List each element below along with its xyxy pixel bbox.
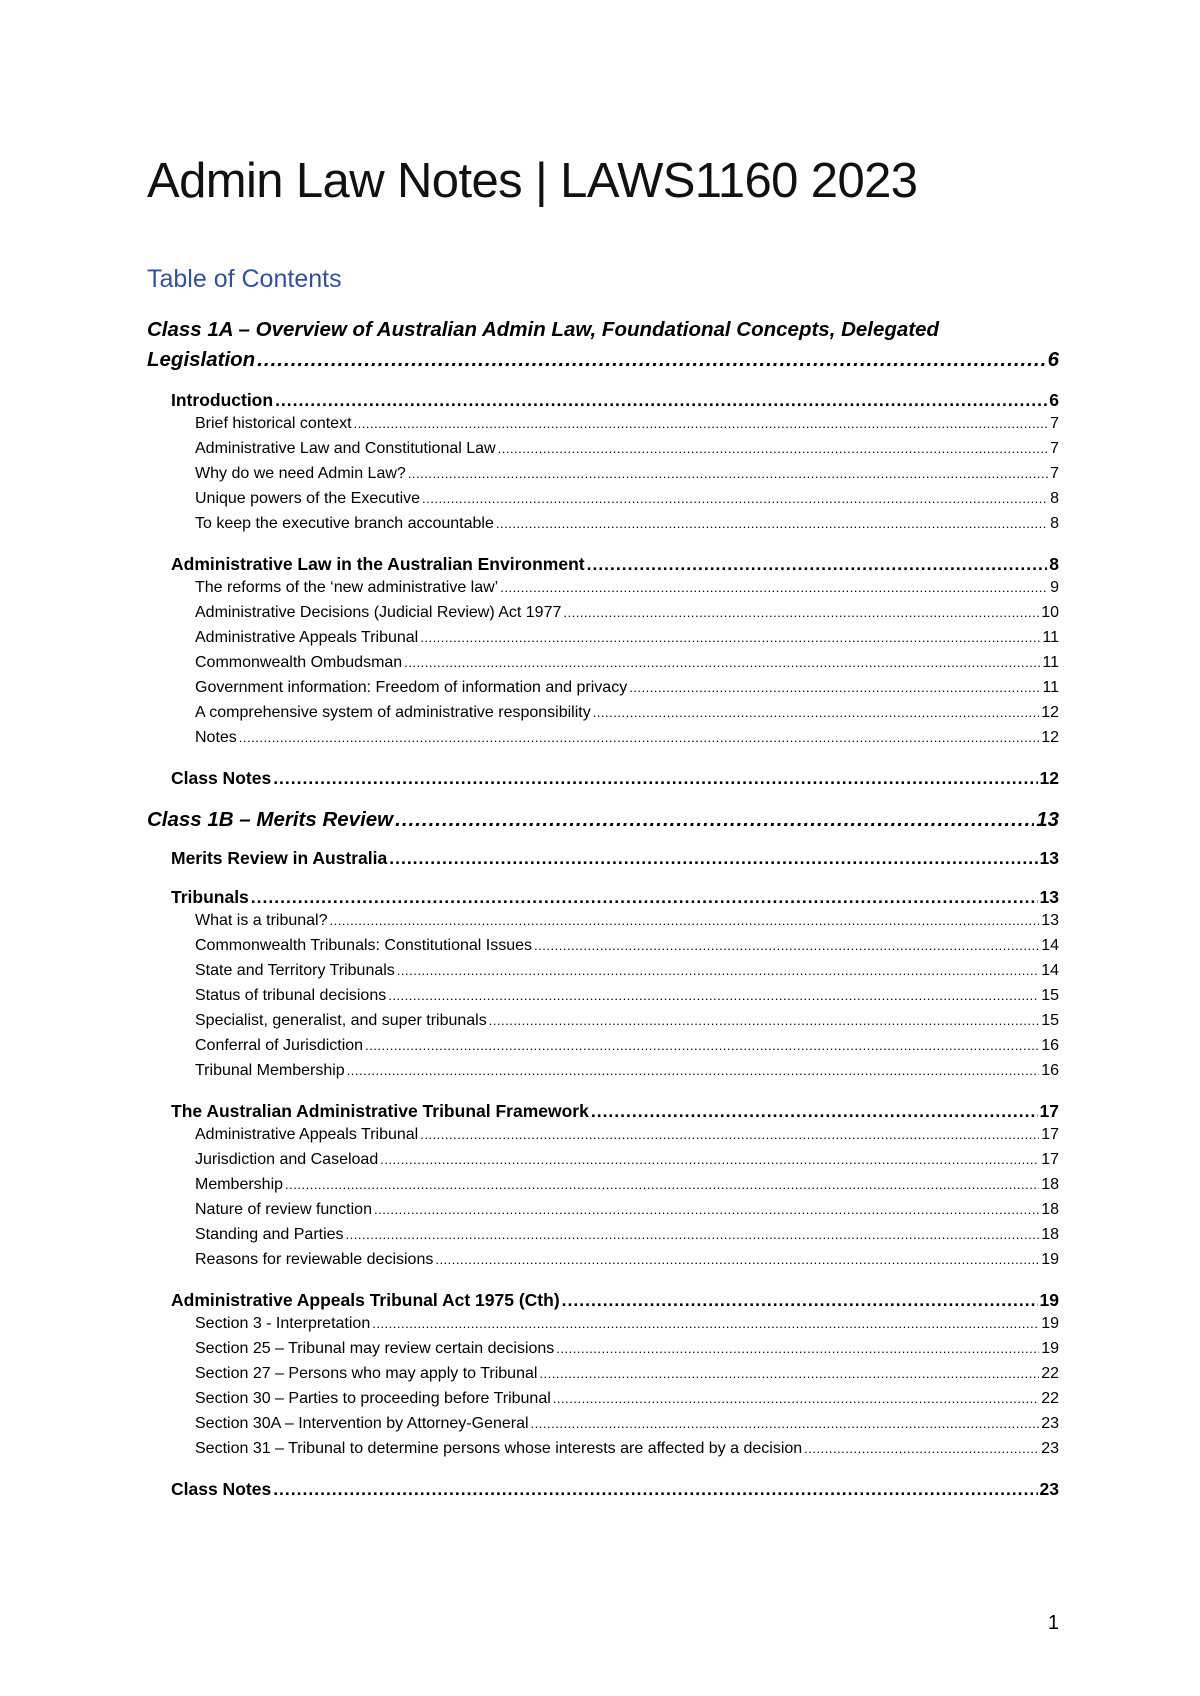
toc-entry-label: Brief historical context (195, 415, 352, 432)
toc-entry[interactable] (147, 348, 1059, 372)
toc-entry-page-number: 6 (1049, 390, 1059, 410)
toc-entry[interactable] (195, 1340, 1059, 1358)
toc-entry[interactable] (195, 937, 1059, 955)
toc-dot-leader (422, 491, 1048, 506)
toc-entry[interactable] (195, 912, 1059, 930)
toc-entry[interactable] (171, 554, 1059, 575)
toc-dot-leader (553, 1391, 1039, 1406)
toc-entry-label: To keep the executive branch accountable (195, 515, 494, 532)
toc-dot-leader (354, 416, 1049, 431)
toc-entry[interactable] (195, 1390, 1059, 1408)
toc-entry[interactable] (195, 515, 1059, 533)
toc-dot-leader (404, 655, 1040, 670)
toc-entry[interactable] (195, 1251, 1059, 1269)
toc-entry-page-number: 18 (1041, 1226, 1059, 1243)
toc-entry-label: State and Territory Tribunals (195, 962, 395, 979)
toc-entry-page-number: 8 (1050, 490, 1059, 507)
toc-dot-leader (500, 580, 1048, 595)
toc-entry[interactable] (195, 654, 1059, 672)
toc-entry-page-number: 18 (1041, 1201, 1059, 1218)
toc-entry-page-number: 10 (1041, 604, 1059, 621)
toc-entry-page-number: 11 (1042, 654, 1059, 671)
toc-entry-page-number: 22 (1041, 1390, 1059, 1407)
toc-entry[interactable] (195, 987, 1059, 1005)
toc-dot-leader (273, 1479, 1037, 1500)
toc-entry[interactable] (195, 1037, 1059, 1055)
toc-entry-page-number: 15 (1041, 987, 1059, 1004)
toc-entry-label: Why do we need Admin Law? (195, 465, 406, 482)
toc-entry-page-number: 16 (1041, 1062, 1059, 1079)
toc-dot-leader (498, 441, 1048, 456)
toc-entry-page-number: 7 (1050, 415, 1059, 432)
toc-entry-label: Class Notes (171, 768, 272, 788)
toc-heading: Table of Contents (147, 265, 342, 293)
toc-entry-label: Reasons for reviewable decisions (195, 1251, 434, 1268)
toc-entry-page-number: 7 (1050, 440, 1059, 457)
toc-entry-label: A comprehensive system of administrative responsibility (195, 704, 591, 721)
toc-entry-label: Administrative Law in the Australian Environment (171, 554, 585, 574)
toc-entry-label: Commonwealth Ombudsman (195, 654, 403, 671)
toc-entry-label: Administrative Appeals Tribunal (195, 1126, 419, 1143)
toc-entry[interactable] (195, 1440, 1059, 1458)
toc-entry-page-number: 17 (1041, 1151, 1059, 1168)
toc-dot-leader (251, 887, 1038, 908)
toc-entry[interactable] (195, 1062, 1059, 1080)
toc-entry-page-number: 6 (1047, 348, 1059, 371)
toc-dot-leader (591, 1101, 1038, 1122)
toc-entry[interactable] (195, 415, 1059, 433)
toc-entry-page-number: 17 (1041, 1126, 1059, 1143)
toc-dot-leader (629, 680, 1040, 695)
toc-dot-leader (372, 1316, 1039, 1331)
toc-entry[interactable] (171, 1101, 1059, 1122)
toc-dot-leader (389, 848, 1037, 869)
toc-entry[interactable] (195, 679, 1059, 697)
toc-entry-label: Status of tribunal decisions (195, 987, 387, 1004)
toc-entry-label: Administrative Appeals Tribunal Act 1975 (Cth) (171, 1290, 560, 1310)
toc-dot-leader (273, 768, 1037, 789)
toc-entry[interactable] (171, 768, 1059, 789)
toc-entry[interactable] (195, 440, 1059, 458)
toc-entry-page-number: 19 (1039, 1290, 1059, 1310)
toc-dot-leader (496, 516, 1048, 531)
toc-entry-label: Tribunal Membership (195, 1062, 345, 1079)
toc-dot-leader (420, 630, 1040, 645)
toc-dot-leader (239, 730, 1039, 745)
toc-entry[interactable] (171, 1479, 1059, 1500)
toc-entry-label: The Australian Administrative Tribunal Framework (171, 1101, 589, 1121)
toc-entry-page-number: 14 (1041, 962, 1059, 979)
toc-entry[interactable] (195, 604, 1059, 622)
toc-dot-leader (563, 605, 1039, 620)
toc-entry[interactable] (195, 629, 1059, 647)
toc-dot-leader (395, 808, 1034, 832)
toc-entry-page-number: 22 (1041, 1365, 1059, 1382)
toc-entry-label: Commonwealth Tribunals: Constitutional Issues (195, 937, 533, 954)
toc-entry[interactable] (195, 1126, 1059, 1144)
toc-dot-leader (365, 1038, 1039, 1053)
toc-entry-label: Tribunals (171, 887, 249, 907)
toc-entry-page-number: 12 (1041, 704, 1059, 721)
toc-entry-label: Specialist, generalist, and super tribunals (195, 1012, 487, 1029)
toc-entry[interactable] (195, 962, 1059, 980)
toc-entry-page-number: 19 (1041, 1315, 1059, 1332)
toc-entry[interactable] (171, 390, 1059, 411)
toc-entry-page-number: 15 (1041, 1012, 1059, 1029)
toc-entry[interactable] (195, 1012, 1059, 1030)
toc-entry-label: What is a tribunal? (195, 912, 328, 929)
toc-entry[interactable] (147, 808, 1059, 832)
toc-dot-leader (556, 1341, 1039, 1356)
toc-entry-label: Section 25 – Tribunal may review certain decisions (195, 1340, 555, 1357)
toc-entry[interactable] (195, 490, 1059, 508)
toc-entry[interactable] (171, 887, 1059, 908)
toc-entry-label: Conferral of Jurisdiction (195, 1037, 364, 1054)
toc-entry-label: Membership (195, 1176, 284, 1193)
toc-entry-page-number: 19 (1041, 1251, 1059, 1268)
toc-entry-label: Legislation (147, 348, 256, 371)
toc-entry-page-number: 19 (1041, 1340, 1059, 1357)
toc-entry-label: Government information: Freedom of information and privacy (195, 679, 628, 696)
toc-entry-label: Unique powers of the Executive (195, 490, 421, 507)
toc-dot-leader (593, 705, 1039, 720)
toc-entry-page-number: 18 (1041, 1176, 1059, 1193)
toc-entry-label: Section 31 – Tribunal to determine persons whose interests are affected by a decision (195, 1440, 803, 1457)
toc-entry-page-number: 12 (1039, 768, 1059, 788)
toc-dot-leader (388, 988, 1039, 1003)
document-title: Admin Law Notes | LAWS1160 2023 (147, 154, 918, 208)
toc-entry-label: Section 30A – Intervention by Attorney-General (195, 1415, 529, 1432)
toc-entry-label: Section 3 - Interpretation (195, 1315, 371, 1332)
toc-entry-page-number: 17 (1039, 1101, 1059, 1121)
toc-entry-label: Administrative Decisions (Judicial Review) Act 1977 (195, 604, 562, 621)
toc-dot-leader (374, 1202, 1039, 1217)
toc-entry-page-number: 13 (1039, 848, 1059, 868)
toc-entry-label: Notes (195, 729, 237, 746)
toc-entry-label: Class Notes (171, 1479, 272, 1499)
toc-entry[interactable] (171, 848, 1059, 869)
toc-entry-page-number: 23 (1039, 1479, 1059, 1499)
toc-dot-leader (531, 1416, 1040, 1431)
toc-entry-page-number: 9 (1050, 579, 1059, 596)
toc-dot-leader (285, 1177, 1039, 1192)
toc-entry-page-number: 7 (1050, 465, 1059, 482)
toc-dot-leader (562, 1290, 1038, 1311)
toc-entry-page-number: 11 (1042, 629, 1059, 646)
toc-entry[interactable] (195, 1365, 1059, 1383)
toc-entry-page-number: 14 (1041, 937, 1059, 954)
toc-dot-leader (489, 1013, 1039, 1028)
toc-dot-leader (420, 1127, 1039, 1142)
toc-entry-page-number: 11 (1042, 679, 1059, 696)
page-number: 1 (1047, 1612, 1059, 1634)
toc-dot-leader (804, 1441, 1039, 1456)
toc-entry-page-number: 13 (1036, 808, 1059, 831)
toc-dot-leader (380, 1152, 1039, 1167)
toc-entry-label: Section 27 – Persons who may apply to Tribunal (195, 1365, 538, 1382)
toc-entry-label: Section 30 – Parties to proceeding before Tribunal (195, 1390, 551, 1407)
toc-entry[interactable] (195, 579, 1059, 597)
toc-dot-leader (346, 1227, 1040, 1242)
toc-dot-leader (397, 963, 1039, 978)
toc-dot-leader (257, 348, 1045, 372)
toc-dot-leader (275, 390, 1047, 411)
toc-entry[interactable] (195, 1151, 1059, 1169)
toc-dot-leader (534, 938, 1039, 953)
toc-entry-page-number: 12 (1041, 729, 1059, 746)
toc-entry-label: Administrative Law and Constitutional Law (195, 440, 496, 457)
toc-entry[interactable] (195, 1176, 1059, 1194)
toc-dot-leader (347, 1063, 1040, 1078)
toc-entry-page-number: 23 (1041, 1440, 1059, 1457)
toc-entry-page-number: 23 (1041, 1415, 1059, 1432)
toc-entry[interactable] (195, 1415, 1059, 1433)
toc-entry-page-number: 13 (1041, 912, 1059, 929)
toc-dot-leader (587, 554, 1048, 575)
toc-entry-label: Nature of review function (195, 1201, 372, 1218)
toc-entry[interactable] (195, 1226, 1059, 1244)
toc-entry-label: The reforms of the ‘new administrative law’ (195, 579, 499, 596)
toc-entry-label: Introduction (171, 390, 274, 410)
toc-entry-page-number: 16 (1041, 1037, 1059, 1054)
toc-dot-leader (539, 1366, 1039, 1381)
toc-entry-line1[interactable]: Class 1A – Overview of Australian Admin Law, Foundational Concepts, Delegated (147, 318, 940, 341)
toc-entry-page-number: 8 (1050, 515, 1059, 532)
toc-entry-label: Jurisdiction and Caseload (195, 1151, 379, 1168)
toc-dot-leader (435, 1252, 1039, 1267)
toc-entry[interactable] (195, 465, 1059, 483)
toc-entry[interactable] (171, 1290, 1059, 1311)
toc-dot-leader (330, 913, 1040, 928)
toc-entry-label: Merits Review in Australia (171, 848, 388, 868)
toc-entry-page-number: 13 (1039, 887, 1059, 907)
toc-entry[interactable] (195, 729, 1059, 747)
toc-dot-leader (408, 466, 1048, 481)
toc-entry[interactable] (195, 1315, 1059, 1333)
toc-entry[interactable] (195, 1201, 1059, 1219)
toc-entry[interactable] (195, 704, 1059, 722)
toc-entry-label: Standing and Parties (195, 1226, 344, 1243)
toc-entry-label: Administrative Appeals Tribunal (195, 629, 419, 646)
toc-entry-page-number: 8 (1049, 554, 1059, 574)
toc-entry-label: Class 1B – Merits Review (147, 808, 394, 831)
